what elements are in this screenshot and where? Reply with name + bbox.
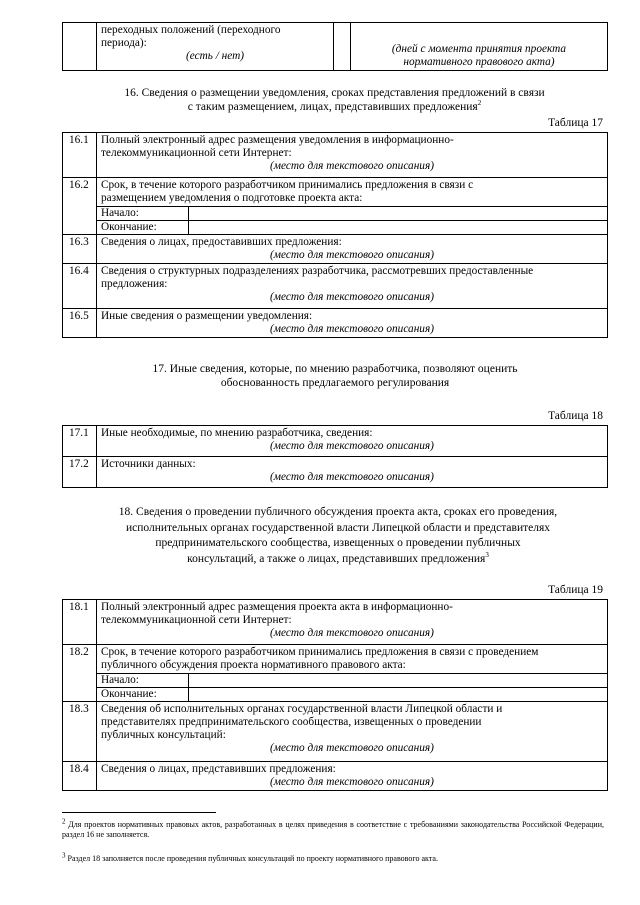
section16-title-line2: с таким размещением, лицах, представивших предложения [187, 101, 478, 113]
footnote-text: Раздел 18 заполняется после проведения публичных консультаций по проекту нормативного правового акта. [67, 854, 438, 863]
end-label: Окончание: [97, 221, 189, 235]
top-num-cell [63, 23, 97, 71]
footnote-separator [62, 812, 216, 813]
row-text: предложения: [101, 278, 168, 290]
row-content [97, 762, 608, 791]
start-label: Начало: [97, 674, 189, 688]
row-text: представителях предпринимательского сообщества, извещенных о проведении [101, 716, 482, 728]
table-17 [62, 132, 608, 338]
row-text: телекоммуникационной сети Интернет: [101, 614, 292, 626]
row-hint: (место для текстового описания) [270, 627, 434, 639]
top-right-line2: нормативного правового акта) [403, 56, 555, 68]
row-text: Сведения о структурных подразделениях разработчика, рассмотревших предоставленные [101, 265, 534, 277]
table-row [63, 762, 608, 791]
end-row [63, 688, 608, 702]
row-hint: (место для текстового описания) [270, 471, 434, 483]
start-field[interactable] [189, 207, 608, 221]
row-content [97, 702, 608, 762]
top-table [62, 22, 608, 71]
footnote-ref-2: 2 [477, 99, 482, 108]
row-num: 18.3 [63, 702, 97, 762]
table-row [63, 600, 608, 645]
top-right-line1: (дней с момента принятия проекта [391, 43, 567, 55]
row-hint: (место для текстового описания) [270, 776, 434, 788]
start-row [63, 207, 608, 221]
row-hint: (место для текстового описания) [270, 440, 434, 452]
end-field[interactable] [189, 688, 608, 702]
row-num: 18.1 [63, 600, 97, 645]
section17-title-line1: 17. Иные сведения, которые, по мнению разработчика, позволяют оценить [152, 363, 518, 375]
table18-label: Таблица 18 [548, 410, 603, 422]
top-text-cell [97, 23, 334, 71]
row-num: 16.5 [63, 309, 97, 338]
table-row [63, 264, 608, 309]
row-content [97, 457, 608, 488]
row-text: Полный электронный адрес размещения проекта акта в информационно- [101, 601, 453, 613]
section18-title-line3: предпринимательского сообщества, извещенных о проведении публичных [155, 537, 521, 549]
row-text: Сведения о лицах, предоставивших предложения: [101, 236, 342, 248]
top-line2: периода): [101, 37, 147, 49]
top-right-cell [351, 23, 608, 71]
row-text: Полный электронный адрес размещения уведомления в информационно- [101, 134, 454, 146]
table-row [63, 133, 608, 178]
row-content [97, 264, 608, 309]
end-row [63, 221, 608, 235]
top-empty-cell [334, 23, 351, 71]
start-row [63, 674, 608, 688]
row-text: телекоммуникационной сети Интернет: [101, 147, 292, 159]
row-text: Источники данных: [101, 458, 196, 470]
row-num: 16.2 [63, 178, 97, 235]
table19-label: Таблица 19 [548, 584, 603, 596]
row-num: 16.1 [63, 133, 97, 178]
row-text: публичных консультаций: [101, 729, 226, 741]
table-row [63, 457, 608, 488]
row-num: 16.4 [63, 264, 97, 309]
section18-title-line1: 18. Сведения о проведении публичного обсуждения проекта акта, сроках его проведения, [118, 506, 558, 518]
row-content [97, 600, 608, 645]
footnote-ref-3: 3 [485, 550, 489, 559]
table-row [63, 426, 608, 457]
row-text: Иные необходимые, по мнению разработчика, сведения: [101, 427, 373, 439]
table-18 [62, 425, 608, 488]
footnote-text: Для проектов нормативных правовых актов, разработанных в целях приведения в соответствие с требованиями законодательства Российской Федерации, раздел 16 не заполняется. [62, 820, 604, 839]
table-19 [62, 599, 608, 791]
section18-title-line4: консультаций, а также о лицах, представивших предложения [187, 552, 486, 565]
start-field[interactable] [189, 674, 608, 688]
row-text: Срок, в течение которого разработчиком принимались предложения в связи с проведением [101, 646, 539, 658]
footnote-3 [62, 851, 604, 864]
section16-title-line1: 16. Сведения о размещении уведомления, сроках представления предложений в связи [124, 87, 545, 99]
row-text: Сведения о лицах, представивших предложения: [101, 763, 336, 775]
section18-title-line4-wrap [62, 552, 614, 568]
table-row [63, 178, 608, 207]
top-choice: (есть / нет) [185, 50, 245, 62]
section16-title [62, 86, 607, 114]
top-line1: переходных положений (переходного [101, 24, 281, 36]
row-content [97, 178, 608, 207]
row-text: Иные сведения о размещении уведомления: [101, 310, 313, 322]
row-hint: (место для текстового описания) [270, 291, 434, 303]
row-num: 18.2 [63, 645, 97, 702]
end-field[interactable] [189, 221, 608, 235]
section16-title-line2-wrap [62, 100, 607, 114]
start-label: Начало: [97, 207, 189, 221]
row-content [97, 426, 608, 457]
section17-title-line2: обоснованность предлагаемого регулирования [220, 377, 450, 389]
table-row [63, 645, 608, 674]
row-hint: (место для текстового описания) [270, 323, 434, 335]
footnote-2 [62, 817, 604, 840]
row-text: Сведения об исполнительных органах государственной власти Липецкой области и [101, 703, 503, 715]
row-num: 17.2 [63, 457, 97, 488]
end-label: Окончание: [97, 688, 189, 702]
table-row [63, 702, 608, 762]
section18-title [62, 505, 614, 567]
row-num: 17.1 [63, 426, 97, 457]
row-hint: (место для текстового описания) [270, 160, 434, 172]
table17-label: Таблица 17 [548, 117, 603, 129]
row-content [97, 133, 608, 178]
row-num: 16.3 [63, 235, 97, 264]
row-text: публичного обсуждения проекта нормативного правового акта: [101, 659, 406, 671]
row-content [97, 309, 608, 338]
row-text: размещением уведомления о подготовке проекта акта: [101, 192, 363, 204]
row-hint: (место для текстового описания) [270, 249, 434, 261]
row-hint: (место для текстового описания) [270, 742, 434, 754]
row-content [97, 235, 608, 264]
table-row [63, 235, 608, 264]
row-num: 18.4 [63, 762, 97, 791]
section18-title-line2: исполнительных органах государственной власти Липецкой области и представителях [125, 521, 551, 534]
row-text: Срок, в течение которого разработчиком принимались предложения в связи с [101, 179, 474, 191]
footnote-mark: 2 [62, 817, 66, 826]
table-row [63, 309, 608, 338]
row-content [97, 645, 608, 674]
section17-title [100, 362, 570, 390]
footnote-mark: 3 [62, 851, 66, 860]
